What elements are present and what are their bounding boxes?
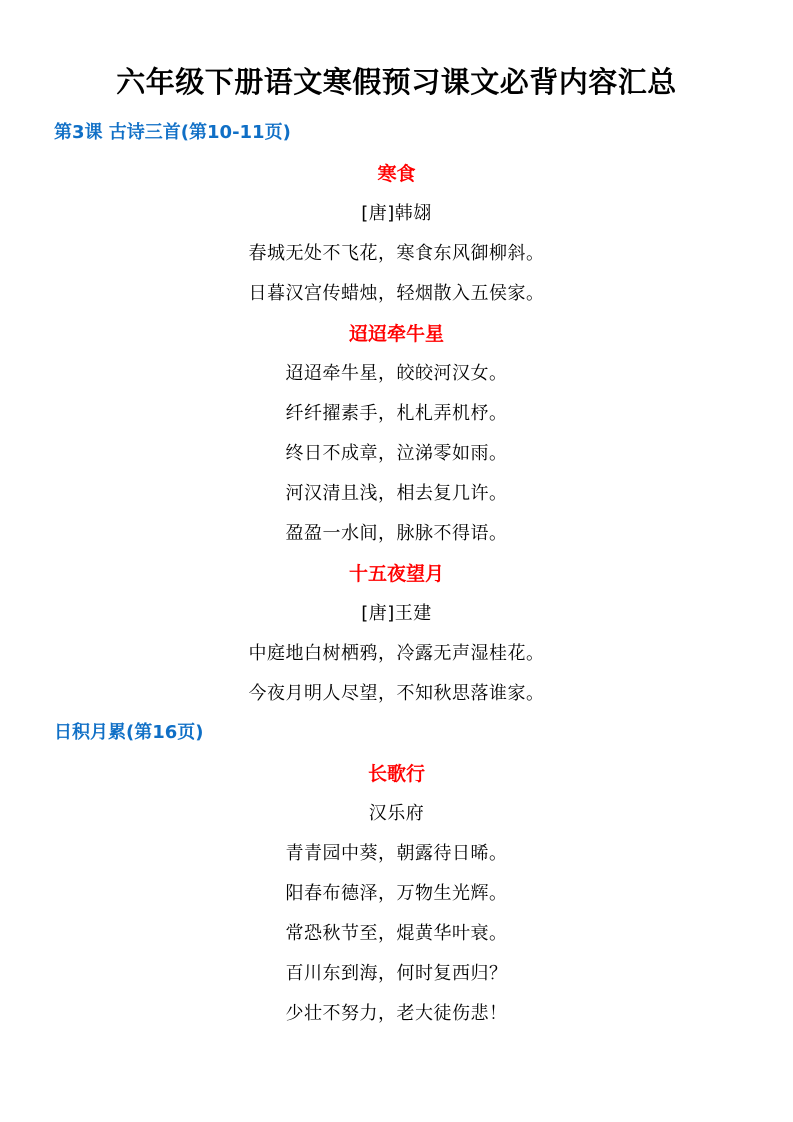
- poem-line: 河汉清且浅，相去复几许。: [285, 483, 508, 504]
- document-title: 六年级下册语文寒假预习课文必背内容汇总: [116, 65, 677, 99]
- poem-title-changgexing: 长歌行: [367, 763, 425, 785]
- section-heading-lesson-3: 第3课 古诗三首(第10-11页): [54, 122, 291, 143]
- poem-line: 终日不成章，泣涕零如雨。: [285, 443, 508, 464]
- poem-line: 日暮汉宫传蜡烛，轻烟散入五侯家。: [248, 283, 545, 304]
- poem-line: 百川东到海，何时复西归？: [285, 963, 508, 984]
- poem-title-tiaotiao: 迢迢牵牛星: [348, 323, 444, 345]
- poem-line: 春城无处不飞花，寒食东风御柳斜。: [248, 243, 545, 264]
- poem-line: 迢迢牵牛星，皎皎河汉女。: [285, 363, 508, 384]
- poem-line: 常恐秋节至，焜黄华叶衰。: [285, 923, 508, 944]
- poem-author-hanshi: [唐]韩翃: [361, 203, 432, 224]
- poem-line: 盈盈一水间，脉脉不得语。: [285, 523, 508, 544]
- poem-author-changgexing: 汉乐府: [368, 803, 425, 824]
- poem-line: 阳春布德泽，万物生光辉。: [285, 883, 508, 904]
- poem-line: 青青园中葵，朝露待日晞。: [285, 843, 508, 864]
- poem-title-shiwuye: 十五夜望月: [348, 563, 444, 585]
- poem-title-hanshi: 寒食: [377, 163, 416, 185]
- section-heading-riji-yuelei: 日积月累(第16页): [54, 722, 204, 743]
- poem-line: 今夜月明人尽望，不知秋思落谁家。: [248, 683, 545, 704]
- poem-author-shiwuye: [唐]王建: [361, 603, 432, 624]
- poem-line: 中庭地白树栖鸦，冷露无声湿桂花。: [248, 643, 545, 664]
- poem-line: 纤纤擢素手，札札弄机杼。: [285, 403, 508, 424]
- poem-line: 少壮不努力，老大徒伤悲！: [285, 1003, 508, 1024]
